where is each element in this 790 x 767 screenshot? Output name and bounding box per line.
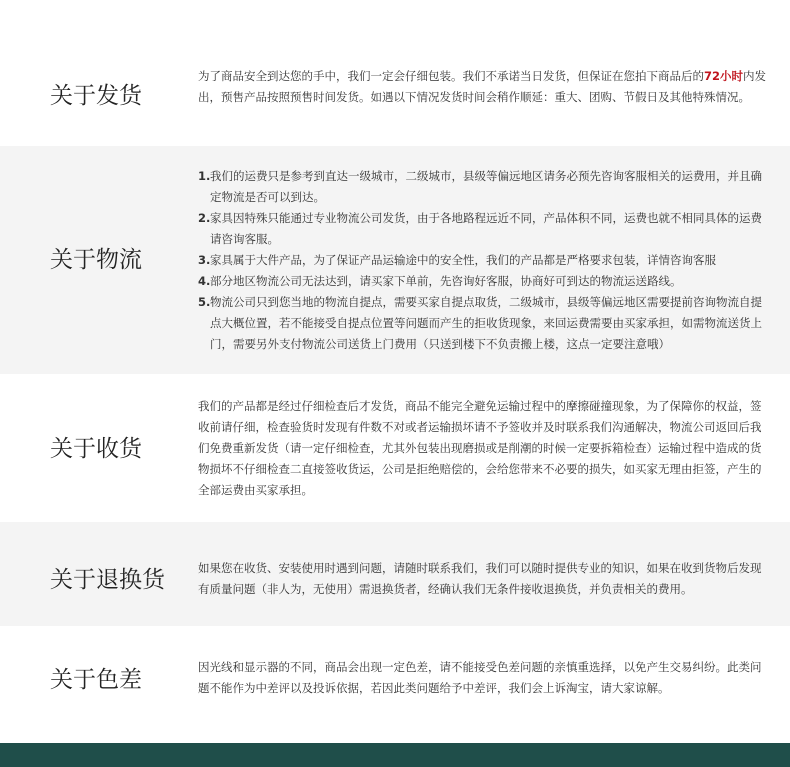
receiving-title: 关于收货 [50, 436, 142, 462]
shipping-text-after: 内发出，预售产品按照预售时间发货。如遇以下情况发货时间会稍作顺延：重大、团购、节假日及其他特殊情况。 [198, 69, 767, 104]
list-item-text: 我们的运费只是参考到直达一级城市，二级城市，县级等偏远地区请务必预先咨询客服相关的运费用，并且确定物流是否可以到达。 [210, 169, 762, 204]
color-diff-paragraph: 因光线和显示器的不同，商品会出现一定色差，请不能接受色差问题的亲慎重选择，以免产生交易纠纷。此类问题不能作为中差评以及投诉依据，若因此类问题给予中差评，我们会上诉淘宝，请大家谅解。 [198, 660, 762, 695]
list-item-text: 家具因特殊只能通过专业物流公司发货，由于各地路程远近不同，产品体积不同，运费也就不相同具体的运费请咨询客服。 [210, 211, 762, 246]
section-logistics [0, 146, 790, 374]
logistics-list [198, 166, 768, 355]
list-item [198, 208, 768, 250]
section-receiving [0, 374, 790, 522]
returns-title: 关于退换货 [50, 567, 165, 593]
list-item [198, 292, 768, 355]
shipping-text-before: 为了商品安全到达您的手中，我们一定会仔细包装。我们不承诺当日发货，但保证在您拍下商品后的 [198, 69, 704, 83]
shipping-highlight: 72小时 [704, 69, 744, 83]
receiving-text [198, 396, 768, 501]
footer-bar [0, 743, 790, 767]
receiving-paragraph: 我们的产品都是经过仔细检查后才发货，商品不能完全避免运输过程中的摩擦碰撞现象，为了保障你的权益，签收前请仔细，检查验货时发现有件数不对或者运输损坏请不予签收并及时联系我们沟通解决，物流公司返回后我们免费重新发货（请一定仔细检查，尤其外包装出现磨损或是削潮的时候一定要拆箱检查）运输过程中造成的货物损坏不仔细检查二直接签收货运，公司是拒绝赔偿的，会给您带来不必要的损失，如买家无理由拒签，产生的全部运费由买家承担。 [198, 399, 762, 497]
section-returns [0, 522, 790, 626]
list-item-text: 部分地区物流公司无法达到，请买家下单前，先咨询好客服，协商好可到达的物流运送路线。 [210, 274, 682, 288]
logistics-title: 关于物流 [50, 247, 142, 273]
list-item-number: 4. [198, 274, 211, 288]
section-shipping [0, 48, 790, 145]
list-item-text: 家具属于大件产品，为了保证产品运输途中的安全性，我们的产品都是严格要求包装，详情咨询客服 [210, 253, 716, 267]
shipping-text [198, 66, 768, 108]
color-diff-text [198, 657, 768, 699]
list-item [198, 250, 768, 271]
list-item-text: 物流公司只到您当地的物流自提点，需要买家自提点取货，二级城市，县级等偏远地区需要提前咨询物流自提点大概位置，若不能接受自提点位置等问题而产生的拒收货现象，来回运费需要由买家承担，如需物流送货上门，需要另外支付物流公司送货上门费用（只送到楼下不负责搬上楼，这点一定要注意哦） [210, 295, 762, 351]
list-item [198, 271, 768, 292]
list-item-number: 5. [198, 295, 211, 309]
returns-text [198, 558, 768, 600]
returns-paragraph: 如果您在收货、安装使用时遇到问题，请随时联系我们，我们可以随时提供专业的知识，如果在收到货物后发现有质量问题（非人为，无使用）需退换货者，经确认我们无条件接收退换货，并负责相关的费用。 [198, 561, 762, 596]
list-item [198, 166, 768, 208]
color-diff-title: 关于色差 [50, 667, 142, 693]
section-color-diff [0, 626, 790, 743]
list-item-number: 3. [198, 253, 211, 267]
list-item-number: 1. [198, 169, 211, 183]
list-item-number: 2. [198, 211, 211, 225]
shipping-title: 关于发货 [50, 83, 142, 109]
